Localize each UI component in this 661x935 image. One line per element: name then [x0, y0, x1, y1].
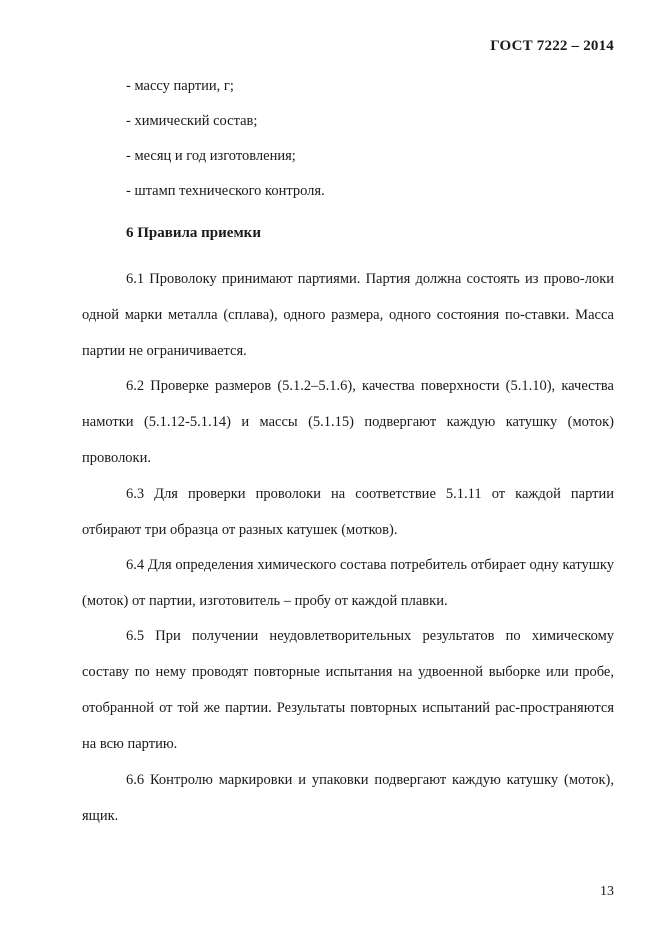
paragraph-6-6: 6.6 Контролю маркировки и упаковки подвергают каждую катушку (моток), ящик. [82, 772, 614, 824]
section-title: 6 Правила приемки [126, 225, 261, 241]
list-item: - химический состав; [126, 113, 258, 129]
list-item: - штамп технического контроля. [126, 183, 325, 199]
paragraph-6-4: 6.4 Для определения химического состава потребитель отбирает одну катушку (моток) от партии, изготовитель – пробу от каждой плавки. [82, 557, 614, 609]
list-item: - месяц и год изготовления; [126, 148, 296, 164]
paragraph-6-3: 6.3 Для проверки проволоки на соответствие 5.1.11 от каждой партии отбирают три образца от разных катушек (мотков). [82, 486, 614, 538]
page-number: 13 [600, 884, 614, 899]
list-item: - массу партии, г; [126, 78, 234, 94]
paragraph-6-5: 6.5 При получении неудовлетворительных результатов по химическому составу по нему проводят повторные испытания на удвоенной выборке или пробе, отобранной от той же партии. Результаты повторных испытаний рас-пространяются на всю партию. [82, 628, 614, 752]
document-header: ГОСТ 7222 – 2014 [490, 38, 614, 54]
paragraph-6-1: 6.1 Проволоку принимают партиями. Партия должна состоять из прово-локи одной марки металла (сплава), одного размера, одного состояния по-ставки. Масса партии не ограничивается. [82, 271, 614, 359]
paragraph-6-2: 6.2 Проверке размеров (5.1.2–5.1.6), качества поверхности (5.1.10), качества намотки (5.1.12-5.1.14) и массы (5.1.15) подвергают каждую катушку (моток) проволоки. [82, 378, 614, 466]
marking-list [126, 76, 606, 216]
